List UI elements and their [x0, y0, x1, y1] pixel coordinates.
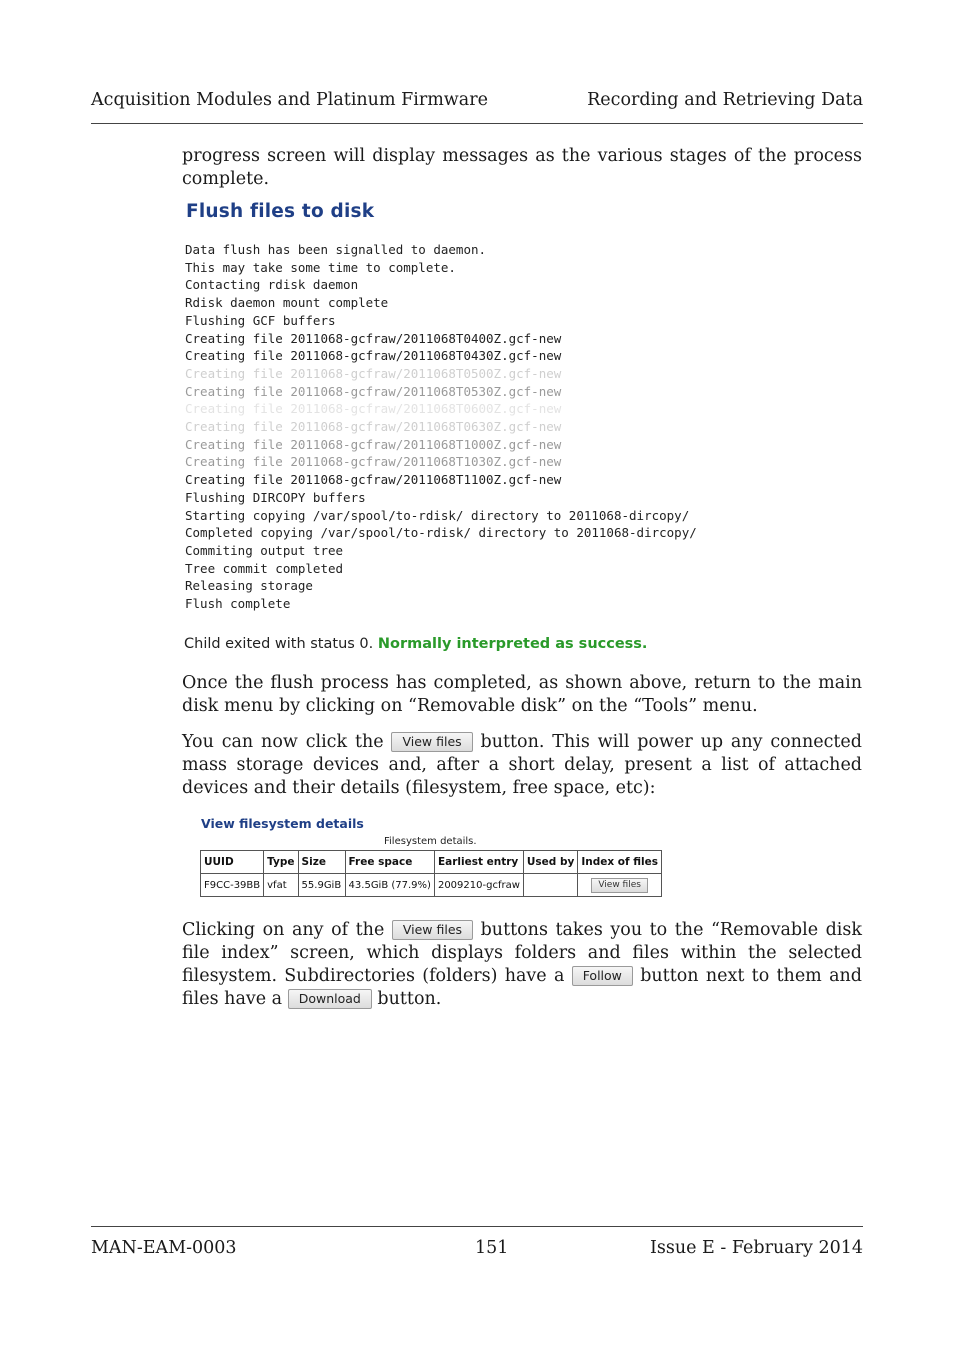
header-title: Acquisition Modules and Platinum Firmware [91, 90, 488, 110]
issue-date: Issue E - February 2014 [649, 1238, 863, 1258]
paragraph-return-menu: Once the flush process has completed, as shown above, return to the main disk menu by clicking on “Removable disk” on the “Tools” menu. [182, 673, 862, 716]
flush-status [184, 636, 647, 652]
paragraph-text: buttons takes you to the “Removable disk file index” screen, which displays folders and files within the selected filesystem. Subdirectories (folders) have a [182, 920, 862, 986]
log-line: Creating file 2011068-gcfraw/2011068T0500Z.gcf-new [185, 365, 562, 381]
column-header: UUID [201, 851, 264, 874]
page-header [91, 90, 863, 124]
log-line: Creating file 2011068-gcfraw/2011068T0430Z.gcf-new [185, 348, 562, 364]
paragraph-file-index [182, 919, 862, 1011]
document-id: MAN-EAM-0003 [91, 1238, 237, 1258]
log-line: Flushing GCF buffers [185, 312, 336, 328]
table-header-row [201, 851, 662, 874]
page-footer [91, 1226, 863, 1267]
log-line: Creating file 2011068-gcfraw/2011068T0530Z.gcf-new [185, 383, 562, 399]
paragraph-text: button. [377, 989, 442, 1009]
filesystem-table [200, 850, 662, 897]
view-files-button[interactable]: View files [391, 732, 472, 752]
view-files-button[interactable]: View files [591, 878, 648, 893]
log-line: Commiting output tree [185, 542, 344, 558]
column-header: Earliest entry [434, 851, 523, 874]
cell-uuid: F9CC-39BB [201, 874, 264, 897]
intro-paragraph: progress screen will display messages as the various stages of the process complete. [182, 146, 862, 189]
log-line: Creating file 2011068-gcfraw/2011068T1030Z.gcf-new [185, 454, 562, 470]
flush-log [185, 241, 697, 613]
page-number: 151 [475, 1238, 509, 1258]
column-header: Index of files [578, 851, 662, 874]
filesystem-screen-title: View filesystem details [201, 816, 364, 831]
cell-index [578, 874, 662, 897]
cell-earliest-entry: 2009210-gcfraw [434, 874, 523, 897]
cell-size: 55.9GiB [298, 874, 345, 897]
header-section: Recording and Retrieving Data [587, 90, 863, 110]
log-line: Data flush has been signalled to daemon. [185, 242, 487, 257]
paragraph-text: Clicking on any of the [182, 920, 385, 940]
column-header: Free space [345, 851, 434, 874]
cell-free-space: 43.5GiB (77.9%) [345, 874, 434, 897]
table-row [201, 874, 662, 897]
cell-used-by [523, 874, 577, 897]
table-caption: Filesystem details. [384, 836, 477, 847]
paragraph-text: button next to them and files have a [182, 966, 862, 1009]
column-header: Used by [523, 851, 577, 874]
filesystem-details-screenshot [200, 814, 712, 906]
paragraph-text: You can now click the [182, 732, 384, 752]
log-line: Tree commit completed [185, 560, 344, 576]
follow-button[interactable]: Follow [572, 966, 633, 986]
log-line: This may take some time to complete. [185, 259, 456, 275]
log-line: Rdisk daemon mount complete [185, 295, 389, 311]
log-line: Creating file 2011068-gcfraw/2011068T0630Z.gcf-new [185, 419, 562, 435]
view-files-button[interactable]: View files [392, 920, 473, 940]
log-line: Releasing storage [185, 578, 313, 594]
paragraph-view-files [182, 731, 862, 800]
log-line: Completed copying /var/spool/to-rdisk/ directory to 2011068-dircopy/ [185, 525, 697, 541]
log-line: Creating file 2011068-gcfraw/2011068T1100Z.gcf-new [185, 472, 562, 488]
success-message: Normally interpreted as success. [377, 636, 648, 652]
flush-screen-title: Flush files to disk [186, 201, 375, 222]
log-line: Creating file 2011068-gcfraw/2011068T1000Z.gcf-new [185, 436, 562, 452]
log-line: Flush complete [185, 596, 291, 612]
log-line: Flushing DIRCOPY buffers [185, 489, 366, 505]
paragraph-text: button. This will power up any connected mass storage devices and, after a short delay, present a list of attached devices and their details (filesystem, free space, etc): [182, 732, 862, 798]
status-text: Child exited with status 0. [184, 636, 374, 652]
log-line: Starting copying /var/spool/to-rdisk/ directory to 2011068-dircopy/ [185, 507, 690, 523]
column-header: Size [298, 851, 345, 874]
column-header: Type [264, 851, 298, 874]
log-line: Contacting rdisk daemon [185, 277, 359, 293]
cell-type: vfat [264, 874, 298, 897]
log-line: Creating file 2011068-gcfraw/2011068T0400Z.gcf-new [185, 330, 562, 346]
download-button[interactable]: Download [288, 989, 372, 1009]
log-line: Creating file 2011068-gcfraw/2011068T0600Z.gcf-new [185, 401, 562, 417]
